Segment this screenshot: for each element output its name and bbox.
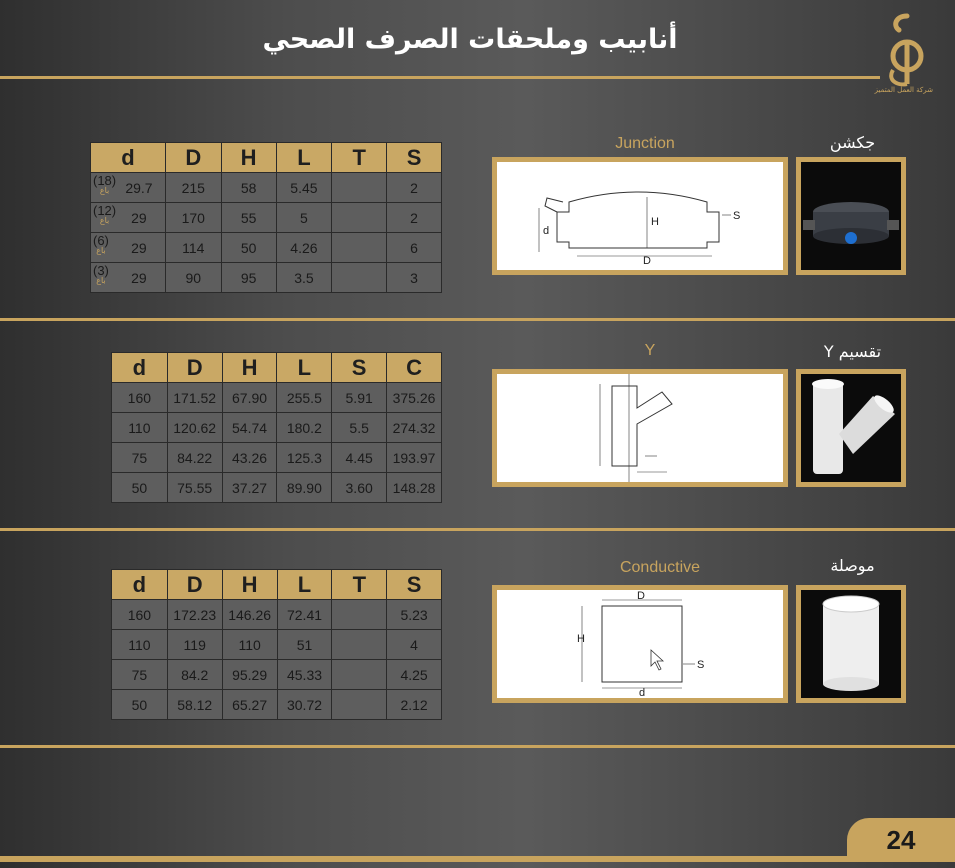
cell: 160 (112, 600, 168, 630)
table-row (112, 443, 442, 473)
cell: 5.5 (332, 413, 387, 443)
quantity-unit: باع (96, 276, 106, 285)
cell: 193.97 (387, 443, 442, 473)
cell: 5.23 (387, 600, 442, 630)
cell: 4.45 (332, 443, 387, 473)
table-row (91, 203, 442, 233)
y-branch-diagram (492, 369, 788, 487)
y-branch-photo (796, 369, 906, 487)
cell (332, 630, 387, 660)
col-header: S (387, 570, 442, 600)
quantity-label: (18) (93, 173, 117, 188)
page-title: أنابيب وملحقات الصرف الصحي (262, 24, 678, 55)
quantity-unit: باع (96, 246, 106, 255)
cell: 160 (112, 383, 168, 413)
cell: 55 (221, 203, 276, 233)
y-branch-label-ar: تقسيم Y (823, 342, 882, 361)
y-branch-label-en: Y (644, 342, 656, 359)
col-header: S (387, 143, 442, 173)
y-branch-spec-table (111, 352, 442, 503)
cell: 95.29 (222, 660, 277, 690)
cell: 5.91 (332, 383, 387, 413)
cell: 180.2 (277, 413, 332, 443)
cell: 125.3 (277, 443, 332, 473)
cell: 110 (112, 630, 168, 660)
col-header: H (222, 353, 277, 383)
col-header: T (332, 570, 387, 600)
junction-spec-table (90, 142, 442, 293)
cell: 84.22 (167, 443, 222, 473)
cell: 84.2 (167, 660, 222, 690)
table-row (112, 473, 442, 503)
company-logo-icon (874, 10, 937, 95)
col-header: T (332, 143, 387, 173)
cell: 148.28 (387, 473, 442, 503)
cell (332, 690, 387, 720)
cell: 58 (221, 173, 276, 203)
cell (332, 660, 387, 690)
cell: 120.62 (167, 413, 222, 443)
cell: 3.60 (332, 473, 387, 503)
cell: 146.26 (222, 600, 277, 630)
coupling-diagram (492, 585, 788, 703)
cell: 215 (165, 173, 221, 203)
table-row (91, 263, 442, 293)
cell (332, 600, 387, 630)
diagram-label: S (733, 210, 741, 222)
diagram-label: S (697, 659, 705, 671)
cell: 89.90 (277, 473, 332, 503)
col-header: S (332, 353, 387, 383)
cell: 51 (277, 630, 332, 660)
cell: 4.25 (387, 660, 442, 690)
cell: 2 (387, 173, 442, 203)
col-header: L (277, 353, 332, 383)
cell: 375.26 (387, 383, 442, 413)
cell (332, 173, 387, 203)
quantity-label: (3) (93, 263, 109, 278)
cell: 4 (387, 630, 442, 660)
table-row (112, 600, 442, 630)
cell: 4.26 (276, 233, 332, 263)
cell (332, 203, 387, 233)
cell: 5.45 (276, 173, 332, 203)
cell: 90 (165, 263, 221, 293)
cell: 43.26 (222, 443, 277, 473)
quantity-unit: باع (99, 186, 110, 195)
cell: 75 (112, 660, 168, 690)
cell: 50 (112, 690, 168, 720)
cell: 3.5 (276, 263, 332, 293)
col-header: H (222, 570, 277, 600)
diagram-label: D (637, 590, 645, 602)
cell: 45.33 (277, 660, 332, 690)
page-number: 24 (847, 818, 955, 860)
cell: 5 (276, 203, 332, 233)
table-row (112, 383, 442, 413)
cell: 29 (131, 239, 147, 256)
col-header: H (221, 143, 276, 173)
cell: 75.55 (167, 473, 222, 503)
table-row (112, 690, 442, 720)
diagram-label: H (651, 216, 659, 228)
col-header: C (387, 353, 442, 383)
cell: 255.5 (277, 383, 332, 413)
cell: 274.32 (387, 413, 442, 443)
cell: 2 (387, 203, 442, 233)
col-header: D (165, 143, 221, 173)
table-row (112, 413, 442, 443)
junction-diagram (492, 157, 788, 275)
section-divider (0, 745, 955, 748)
col-header: L (276, 143, 332, 173)
cell: 6 (387, 233, 442, 263)
cell: 75 (112, 443, 168, 473)
cell (332, 233, 387, 263)
cell: 171.52 (167, 383, 222, 413)
quantity-label: (12) (93, 203, 117, 218)
table-row (91, 233, 442, 263)
cell: 65.27 (222, 690, 277, 720)
col-header: d (112, 353, 168, 383)
coupling-spec-table (111, 569, 442, 720)
section-divider (0, 528, 955, 531)
col-header: D (167, 353, 222, 383)
section-divider (0, 318, 955, 321)
cell: 67.90 (222, 383, 277, 413)
diagram-label: H (577, 633, 585, 645)
col-header: D (167, 570, 222, 600)
cell: 29 (131, 269, 147, 286)
coupling-label-en: Conductive (619, 559, 701, 576)
junction-label-en: Junction (615, 135, 675, 152)
diagram-label: d (543, 225, 550, 237)
cell: 110 (222, 630, 277, 660)
cell: 114 (165, 233, 221, 263)
junction-label-ar: جكشن (829, 133, 876, 152)
cell: 170 (165, 203, 221, 233)
table-row (112, 630, 442, 660)
table-row (91, 173, 442, 203)
col-header: d (91, 143, 166, 173)
diagram-label: D (643, 255, 651, 267)
cell: 30.72 (277, 690, 332, 720)
cell: 95 (221, 263, 276, 293)
coupling-photo (796, 585, 906, 703)
quantity-label: (6) (93, 233, 109, 248)
coupling-label-ar: موصلة (830, 556, 875, 575)
cell: 72.41 (277, 600, 332, 630)
cell: 2.12 (387, 690, 442, 720)
cell: 54.74 (222, 413, 277, 443)
cell: 29.7 (125, 179, 153, 196)
quantity-unit: باع (99, 216, 110, 225)
col-header: L (277, 570, 332, 600)
diagram-label: d (639, 687, 646, 698)
cell: 50 (112, 473, 168, 503)
cell: 110 (112, 413, 168, 443)
header-divider (0, 76, 880, 79)
cell: 37.27 (222, 473, 277, 503)
junction-photo (796, 157, 906, 275)
cell: 50 (221, 233, 276, 263)
cell (332, 263, 387, 293)
cell: 119 (167, 630, 222, 660)
footer-line (0, 856, 955, 862)
table-row (112, 660, 442, 690)
cell: 172.23 (167, 600, 222, 630)
logo-subtitle: شركة العمل المتميز (874, 86, 933, 94)
cell: 3 (387, 263, 442, 293)
col-header: d (112, 570, 168, 600)
cell: 58.12 (167, 690, 222, 720)
cell: 29 (131, 209, 147, 226)
